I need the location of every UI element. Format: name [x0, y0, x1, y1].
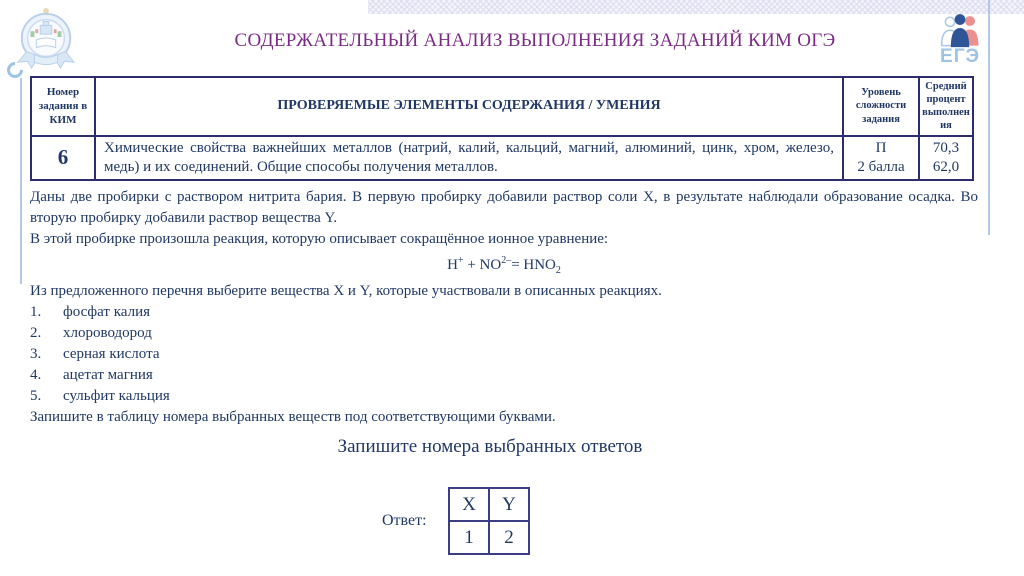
top-hatch-decoration	[368, 0, 1024, 14]
cell-difficulty	[843, 136, 919, 180]
cell-avg-percent-1: 70,3	[932, 139, 960, 156]
answer-table	[448, 487, 530, 555]
cell-difficulty-level: П	[875, 139, 887, 156]
answer-table-value-row	[449, 521, 529, 554]
analysis-table	[30, 76, 974, 181]
answer-table-header-row	[449, 488, 529, 521]
cell-avg-percent	[919, 136, 973, 180]
eq-subscript: 2	[555, 265, 561, 276]
option-item	[30, 386, 978, 407]
task-body	[30, 187, 978, 428]
col-header-avg-percent: Средний процент выполнения	[919, 77, 973, 136]
cell-difficulty-points: 2 балла	[857, 158, 905, 175]
option-text: серная кислота	[63, 346, 160, 362]
option-text: фосфат калия	[63, 304, 150, 320]
school-emblem-logo	[15, 2, 77, 74]
ege-people-icon	[937, 11, 983, 48]
answer-col-y-header: Y	[489, 488, 529, 521]
eq-superscript: +	[457, 255, 464, 266]
option-item	[30, 365, 978, 386]
answer-col-x-header: X	[449, 488, 489, 521]
cell-avg-percent-2: 62,0	[932, 158, 960, 175]
answer-label: Ответ:	[382, 512, 427, 529]
eq-part: H	[447, 257, 458, 273]
right-accent-line	[988, 0, 990, 235]
option-number: 1.	[30, 304, 42, 320]
answers-heading: Запишите номера выбранных ответов	[337, 436, 643, 457]
cell-content-elements: Химические свойства важнейших металлов (натрий, калий, кальций, магний, алюминий, цинк, хром, железо, медь) и их соединений. Общие способы получения металлов.	[95, 136, 843, 180]
eq-superscript: 2–	[501, 255, 512, 266]
option-item	[30, 302, 978, 323]
col-header-difficulty: Уровень сложности задания	[843, 77, 919, 136]
task-paragraph-2: В этой пробирке произошла реакция, которую описывает сокращённое ионное уравнение:	[30, 231, 609, 247]
option-number: 2.	[30, 325, 42, 341]
analysis-table-header-row	[31, 77, 973, 136]
cell-task-number: 6	[31, 136, 95, 180]
option-number: 3.	[30, 346, 42, 362]
col-header-content-elements: ПРОВЕРЯЕМЫЕ ЭЛЕМЕНТЫ СОДЕРЖАНИЯ / УМЕНИЯ	[95, 77, 843, 136]
option-item	[30, 344, 978, 365]
eq-part: = HNO	[511, 257, 556, 273]
ionic-equation	[30, 250, 978, 281]
option-number: 4.	[30, 367, 42, 383]
col-header-task-number: Номер задания в КИМ	[31, 77, 95, 136]
eq-part: + NO	[463, 257, 502, 273]
ege-logo	[929, 11, 991, 66]
answer-value-x: 1	[449, 521, 489, 554]
analysis-table-data-row	[31, 136, 973, 180]
task-write-prompt: Запишите в таблицу номера выбранных веществ под соответствующими буквами.	[30, 409, 556, 425]
option-text: хлороводород	[63, 325, 152, 341]
task-select-prompt: Из предложенного перечня выберите вещества X и Y, которые участвовали в описанных реакциях.	[30, 283, 662, 299]
ege-logo-text: ЕГЭ	[940, 46, 980, 67]
task-paragraph-1: Даны две пробирки с раствором нитрита бария. В первую пробирку добавили раствор соли X, в результате наблюдали образование осадка. Во вторую пробирку добавили раствор вещества Y.	[30, 189, 978, 226]
option-text: сульфит кальция	[63, 388, 170, 404]
slide-title: СОДЕРЖАТЕЛЬНЫЙ АНАЛИЗ ВЫПОЛНЕНИЯ ЗАДАНИЙ КИМ ОГЭ	[234, 30, 836, 51]
option-number: 5.	[30, 388, 42, 404]
option-text: ацетат магния	[63, 367, 153, 383]
left-accent-line	[20, 78, 22, 284]
answer-value-y: 2	[489, 521, 529, 554]
option-item	[30, 323, 978, 344]
